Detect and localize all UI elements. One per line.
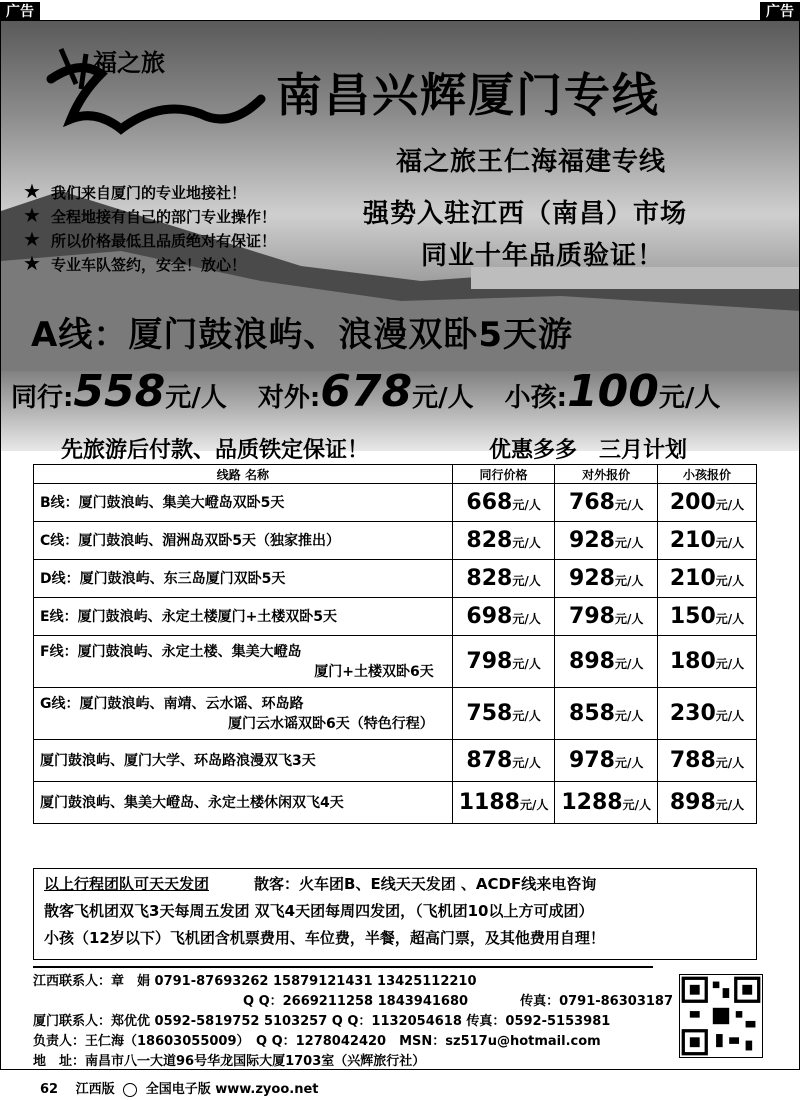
- table-row: [34, 522, 757, 560]
- price-child: 898元/人: [658, 782, 757, 824]
- slogan-promo: 优惠多多 三月计划: [489, 438, 688, 463]
- subtitle-1: 福之旅王仁海福建专线: [396, 147, 667, 177]
- qr-code-icon: [679, 974, 763, 1058]
- feature-item: ★ 所以价格最低且品质绝对有保证！: [23, 227, 277, 251]
- star-icon: ★: [23, 227, 41, 251]
- route-name: 厦门鼓浪屿、集美大嶝岛、永定土楼休闲双飞4天: [34, 782, 453, 824]
- route-name: F线：厦门鼓浪屿、永定土楼、集美大嶝岛 厦门+土楼双卧6天: [34, 636, 453, 688]
- table-row: [34, 560, 757, 598]
- page-title: 南昌兴辉厦门专线: [276, 68, 660, 122]
- price-public: 858元/人: [555, 688, 658, 740]
- price-child: 210元/人: [658, 560, 757, 598]
- hero-photo: [1, 21, 800, 451]
- price-peer: 758元/人: [452, 688, 555, 740]
- price-child: 210元/人: [658, 522, 757, 560]
- col-header-peer: 同行价格: [452, 465, 555, 484]
- table-row: [34, 740, 757, 782]
- table-row: [34, 688, 757, 740]
- price-peer: 698元/人: [452, 598, 555, 636]
- edition-label: 江西版: [75, 1082, 115, 1097]
- price-peer: 828元/人: [452, 560, 555, 598]
- a-line-title: A线：厦门鼓浪屿、浪漫双卧5天游: [31, 315, 573, 355]
- ad-tag-left: 广告: [0, 2, 40, 22]
- price-public: 768元/人: [555, 484, 658, 522]
- site-label: 全国电子版 www.zyoo.net: [145, 1082, 319, 1097]
- logo-text: 福之旅: [93, 48, 165, 77]
- routes-table: [33, 464, 757, 824]
- route-name: D线：厦门鼓浪屿、东三岛厦门双卧5天: [34, 560, 453, 598]
- table-row: [34, 484, 757, 522]
- page-number: 62: [40, 1082, 59, 1097]
- contact-xiamen: 厦门联系人：郑优优 0592-5819752 5103257 Q Q：1132054618 传真：0592-5153981: [33, 1014, 611, 1029]
- notes-box: [33, 868, 757, 960]
- note-line-2: 散客飞机团双飞3天每周五发团 双飞4天团每周四发团，（飞机团10以上方可成团）: [44, 902, 594, 920]
- star-icon: ★: [23, 203, 41, 227]
- peer-price: 558: [73, 366, 166, 417]
- route-name: E线：厦门鼓浪屿、永定土楼厦门+土楼双卧5天: [34, 598, 453, 636]
- contact-qq: Q Q：2669211258 1843941680 传真：0791-86303187: [243, 994, 674, 1009]
- ad-frame: [0, 20, 800, 1070]
- price-peer: 798元/人: [452, 636, 555, 688]
- star-icon: ★: [23, 179, 41, 203]
- table-row: [34, 598, 757, 636]
- note-line-3: 小孩（12岁以下）飞机团含机票费用、车位费，半餐，超高门票，及其他费用自理！: [44, 929, 605, 947]
- feature-item: ★ 全程地接有自己的部门专业操作！: [23, 203, 277, 227]
- col-header-child: 小孩报价: [658, 465, 757, 484]
- price-child: 788元/人: [658, 740, 757, 782]
- feature-item: ★ 专业车队签约，安全！放心！: [23, 251, 247, 275]
- feature-list: [23, 179, 276, 275]
- price-child: 150元/人: [658, 598, 757, 636]
- route-name: C线：厦门鼓浪屿、湄洲岛双卧5天（独家推出）: [34, 522, 453, 560]
- col-header-public: 对外报价: [555, 465, 658, 484]
- price-public: 928元/人: [555, 560, 658, 598]
- price-peer: 828元/人: [452, 522, 555, 560]
- slogan: 先旅游后付款、品质铁定保证！: [61, 438, 370, 463]
- table-row: [34, 636, 757, 688]
- public-price: 678: [320, 366, 413, 417]
- price-public: 978元/人: [555, 740, 658, 782]
- feature-item: ★ 我们来自厦门的专业地接社！: [23, 179, 247, 203]
- price-public: 898元/人: [555, 636, 658, 688]
- price-peer: 668元/人: [452, 484, 555, 522]
- route-name: B线：厦门鼓浪屿、集美大嶝岛双卧5天: [34, 484, 453, 522]
- table-row: [34, 782, 757, 824]
- contact-manager: 负责人：王仁海（18603055009） Q Q：1278042420 MSN：sz517u@hotmail.com: [33, 1034, 601, 1049]
- contact-jiangxi: 江西联系人：章 娟 0791-87693262 15879121431 13425112210: [33, 974, 477, 989]
- contact-block: [33, 966, 674, 1070]
- price-peer: 1188元/人: [452, 782, 555, 824]
- price-child: 230元/人: [658, 688, 757, 740]
- route-name: 厦门鼓浪屿、厦门大学、环岛路浪漫双飞3天: [34, 740, 453, 782]
- price-child: 200元/人: [658, 484, 757, 522]
- route-name: G线：厦门鼓浪屿、南靖、云水谣、环岛路 厦门云水谣双卧6天（特色行程）: [34, 688, 453, 740]
- globe-icon: [123, 1083, 137, 1097]
- price-peer: 878元/人: [452, 740, 555, 782]
- subtitle-2: 强势入驻江西（南昌）市场: [363, 199, 688, 229]
- a-line-prices: 同行:558元/人 对外:678元/人 小孩:100元/人: [11, 366, 721, 417]
- price-child: 180元/人: [658, 636, 757, 688]
- col-header-route: 线路 名称: [34, 465, 453, 484]
- price-public: 928元/人: [555, 522, 658, 560]
- subtitle-3: 同业十年品质验证！: [421, 241, 665, 271]
- child-price: 100: [567, 366, 659, 417]
- contact-address: 地 址：南昌市八一大道96号华龙国际大厦1703室（兴辉旅行社）: [33, 1054, 426, 1069]
- note-line-1: 以上行程团队可天天发团 散客：火车团B、E线天天发团 、ACDF线来电咨询: [44, 875, 597, 893]
- price-public: 798元/人: [555, 598, 658, 636]
- ad-tag-right: 广告: [760, 2, 800, 22]
- price-public: 1288元/人: [555, 782, 658, 824]
- page-footer: [40, 1078, 319, 1097]
- star-icon: ★: [23, 251, 41, 275]
